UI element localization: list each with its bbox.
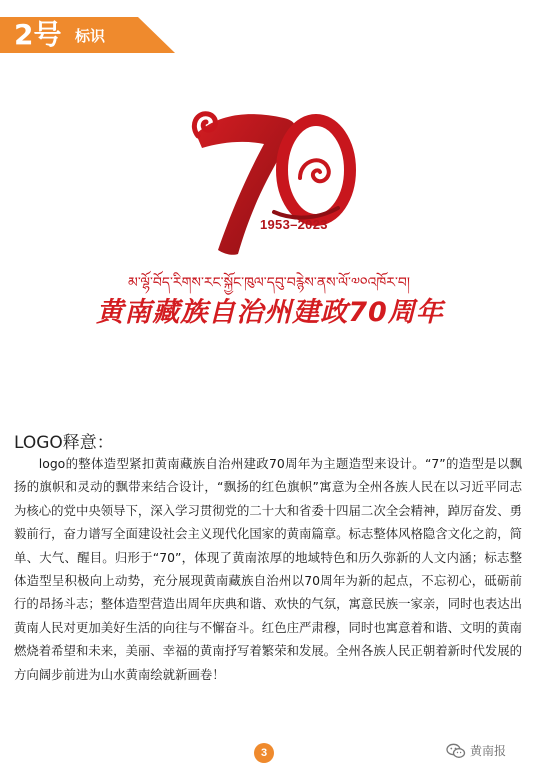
zero-swirl — [300, 160, 329, 181]
watermark-text: 黄南报 — [470, 744, 507, 758]
wechat-icon — [446, 743, 466, 759]
header-number: 2号 — [14, 18, 62, 51]
page-number-badge: 3 — [254, 743, 274, 763]
chinese-title: 黄南藏族自治州建政70周年 — [96, 297, 444, 328]
section-heading: LOGO释意： — [14, 433, 114, 453]
years-label: 1953–2023 — [260, 217, 328, 232]
header-label: 标识 — [75, 27, 106, 45]
watermark — [446, 742, 506, 759]
logo-explanation-paragraph: logo的整体造型紧扣黄南藏族自治州建政70周年为主题造型来设计。“7”的造型是以飘扬的旗帜和灵动的飘带来结合设计，“飘扬的红色旗帜”寓意为全州各族人民在以习近平同志为核心的党中央领导下，深入学习贯彻党的二十大和省委十四届二次全会精神，踔厉奋发、勇毅前行，奋力谱写全面建设社会主义现代化国家的黄南篇章。标志整体风格隐含文化之韵，简单、大气、醒目。归形于“70”，体现了黄南浓厚的地域特色和历久弥新的人文内涵；标志整体造型呈积极向上动势，充分展现黄南藏族自治州以70周年为新的起点，不忘初心，砥砺前行的昂扬斗志；整体造型营造出周年庆典和谐、欢快的气氛，寓意民族一家亲，同时也表达出黄南人民对更加美好生活的向往与不懈奋斗。红色庄严肃穆，同时也寓意着和谐、文明的黄南燃烧着希望和未来，美丽、幸福的黄南抒写着繁荣和发展。全州各族人民正朝着新时代发展的方向阔步前进为山水黄南绘就新画卷！ — [14, 456, 523, 682]
tibetan-title: མ་ལྷོ་བོད་རིགས་རང་སྐྱོང་ཁུལ་དབུ་བརྙེས་ནས་ལོ་༧༠འཁོར་བ། — [128, 275, 410, 291]
anniversary-70-logo — [188, 104, 360, 256]
